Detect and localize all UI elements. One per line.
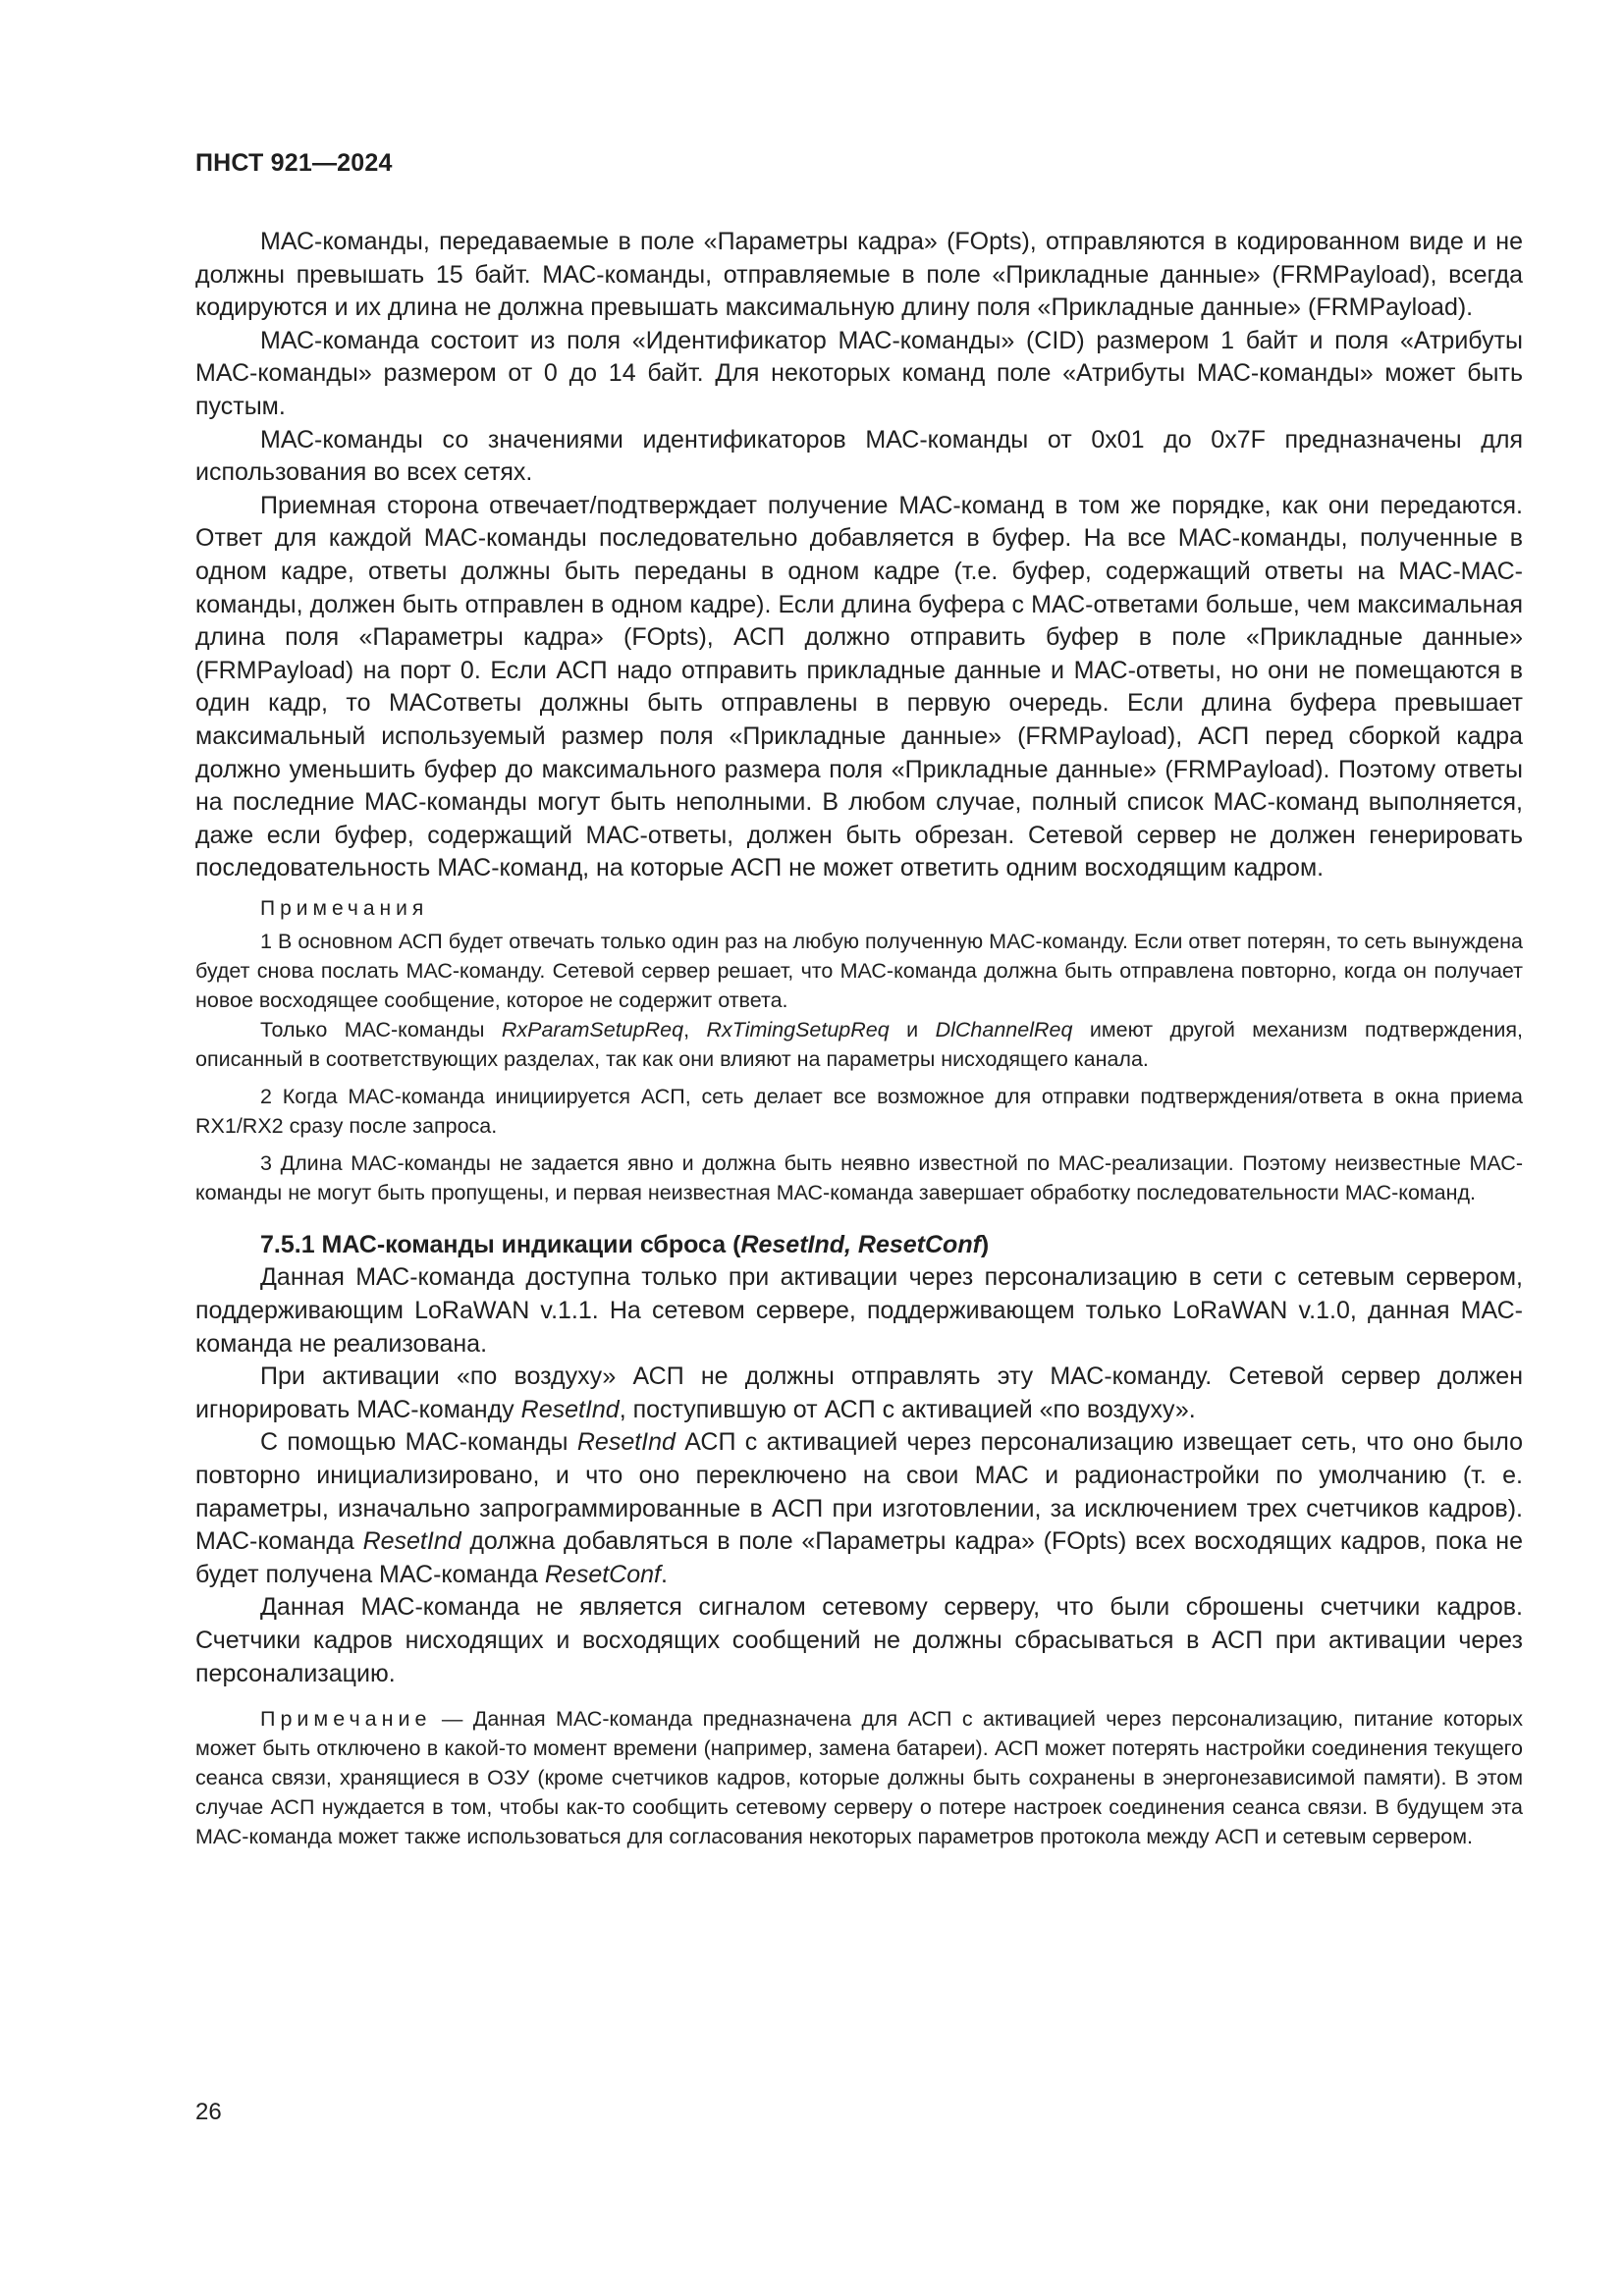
section-paragraph: Данная МАС-команда не является сигналом сетевому серверу, что были сброшены счетчики кадров. Счетчики кадров нисходящих и восходящих сообщений не должны сбрасываться в АСП при активации через персонализацию. (195, 1593, 1523, 1687)
document-body (195, 226, 1523, 1851)
note-2: 2 Когда МАС-команда инициируется АСП, сеть делает все возможное для отправки подтверждения/ответа в окна приема RX1/RX2 сразу после запроса. (195, 1084, 1523, 1138)
notes-heading: Примечания (260, 896, 429, 920)
note-1: 1 В основном АСП будет отвечать только один раз на любую полученную МАС-команду. Если ответ потерян, то сеть вынуждена будет снова послать МАС-команду. Сетевой сервер решает, что МАС-команда должна быть отправлена повторно, когда он получает новое восходящее сообщение, которое не содержит ответа. (195, 929, 1523, 1012)
paragraph: МАС-команды, передаваемые в поле «Параметры кадра» (FOpts), отправляются в кодированном виде и не должны превышать 15 байт. МАС-команды, отправляемые в поле «Прикладные данные» (FRMPayload), всегда кодируются и их длина не должна превышать максимальную длину поля «Прикладные данные» (FRMPayload). (195, 228, 1523, 322)
section-title: 7.5.1 МАС-команды индикации сброса (ResetInd, ResetConf) (260, 1230, 990, 1258)
paragraph: МАС-команда состоит из поля «Идентификатор МАС-команды» (CID) размером 1 байт и поля «Атрибуты МАС-команды» размером от 0 до 14 байт. Для некоторых команд поле «Атрибуты МАС-команды» может быть пустым. (195, 326, 1523, 420)
section-paragraph: С помощью МАС-команды ResetInd АСП с активацией через персонализацию извещает сеть, что оно было повторно инициализировано, и что оно переключено на свои МАС и радионастройки по умолчанию (т. е. параметры, изначально запрограммированные в АСП при изготовлении, за исключением трех счетчиков кадров). МАС-команда ResetInd должна добавляться в поле «Параметры кадра» (FOpts) всех восходящих кадров, пока не будет получена МАС-команда ResetConf. (195, 1428, 1523, 1588)
standard-designation: ПНСТ 921—2024 (195, 149, 393, 177)
note-3: 3 Длина МАС-команды не задается явно и должна быть неявно известной по МАС-реализации. Поэтому неизвестные МАС-команды не могут быть пропущены, и первая неизвестная МАС-команда завершает обработку последовательности МАС-команд. (195, 1150, 1523, 1204)
section-paragraph: Данная МАС-команда доступна только при активации через персонализацию в сети с сетевым сервером, поддерживающим LoRaWAN v.1.1. На сетевом сервере, поддерживающем только LoRaWAN v.1.0, данная МАС-команда не реализована. (195, 1263, 1523, 1358)
page-number: 26 (195, 2099, 222, 2125)
paragraph: Приемная сторона отвечает/подтверждает получение МАС-команд в том же порядке, как они передаются. Ответ для каждой МАС-команды последовательно добавляется в буфер. На все МАС-команды, полученные в одном кадре, ответы должны быть переданы в одном кадре (т.е. буфер, содержащий ответы на МАС-МАС-команды, должен быть отправлен в одном кадре). Если длина буфера с МАС-ответами больше, чем максимальная длина поля «Параметры кадра» (FOpts), АСП должно отправить буфер в поле «Прикладные данные» (FRMPayload) на порт 0. Если АСП надо отправить прикладные данные и МАС-ответы, но они не помещаются в один кадр, то МАСответы должны быть отправлены в первую очередь. Если длина буфера превышает максимальный используемый размер поля «Прикладные данные» (FRMPayload), АСП перед сборкой кадра должно уменьшить буфер до максимального размера поля «Прикладные данные» (FRMPayload). Поэтому ответы на последние МАС-команды могут быть неполными. В любом случае, полный список МАС-команд выполняется, даже если буфер, содержащий МАС-ответы, должен быть обрезан. Сетевой сервер не должен генерировать последовательность МАС-команд, на которые АСП не может ответить одним восходящим кадром. (195, 491, 1523, 882)
note-label: Примечание (260, 1707, 432, 1732)
section-paragraph: При активации «по воздуху» АСП не должны отправлять эту МАС-команду. Сетевой сервер должен игнорировать МАС-команду ResetInd, поступившую от АСП с активацией «по воздуху». (195, 1362, 1523, 1423)
section-note: Примечание — Данная МАС-команда предназначена для АСП с активацией через персонализацию, питание которых может быть отключено в какой-то момент времени (например, замена батареи). АСП может потерять настройки соединения текущего сеанса связи, хранящиеся в ОЗУ (кроме счетчиков кадров, которые должны быть сохранены в энергонезависимой памяти). В этом случае АСП нуждается в том, чтобы как-то сообщить сетевому серверу о потере настроек соединения сеанса связи. В будущем эта МАС-команда может также использоваться для согласования некоторых параметров протокола между АСП и сетевым сервером. (195, 1707, 1523, 1849)
paragraph: МАС-команды со значениями идентификаторов МАС-команды от 0x01 до 0x7F предназначены для использования во всех сетях. (195, 425, 1523, 487)
note-1-continuation: Только МАС-команды RxParamSetupReq, RxTimingSetupReq и DlChannelReq имеют другой механизм подтверждения, описанный в соответствующих разделах, так как они влияют на параметры нисходящего канала. (195, 1017, 1523, 1071)
